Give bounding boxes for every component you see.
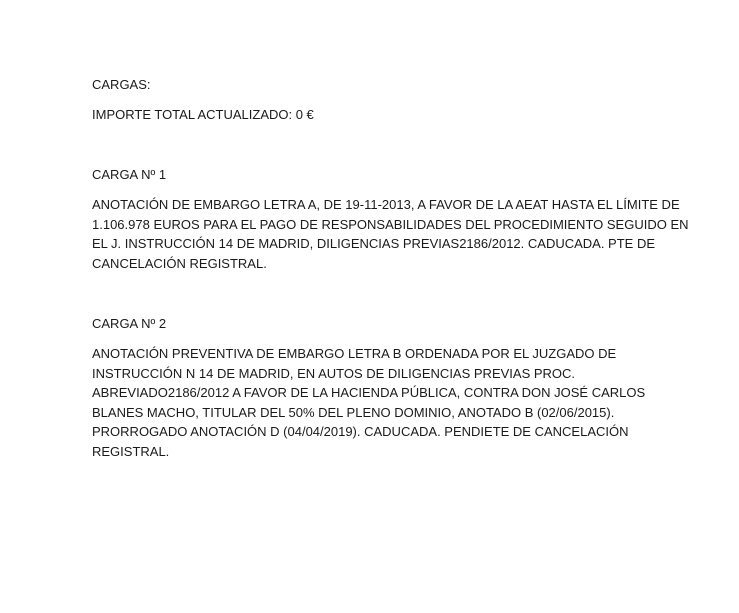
carga-2-line-4: BLANES MACHO, TITULAR DEL 50% DEL PLENO DOMINIO, ANOTADO B (02/06/2015).: [92, 404, 615, 420]
carga-2-line-5: PRORROGADO ANOTACIÓN D (04/04/2019). CADUCADA. PENDIETE DE CANCELACIÓN: [92, 424, 629, 439]
carga-1-description: [92, 195, 689, 273]
carga-2-line-3: ABREVIADO2186/2012 A FAVOR DE LA HACIENDA PÚBLICA, CONTRA DON JOSÉ CARLOS: [92, 385, 646, 400]
carga-1-title: CARGA Nº 1: [92, 167, 167, 182]
carga-1-line-2: 1.106.978 EUROS PARA EL PAGO DE RESPONSABILIDADES DEL PROCEDIMIENTO SEGUIDO EN: [92, 216, 689, 232]
cargas-heading: CARGAS:: [92, 77, 151, 92]
carga-2-description: [92, 344, 672, 461]
carga-2-title: CARGA Nº 2: [92, 316, 167, 331]
importe-total: IMPORTE TOTAL ACTUALIZADO: 0 €: [92, 107, 314, 122]
carga-2-line-1: ANOTACIÓN PREVENTIVA DE EMBARGO LETRA B ORDENADA POR EL JUZGADO DE: [92, 346, 617, 361]
carga-2-line-6: REGISTRAL.: [92, 443, 170, 459]
carga-1-line-4: CANCELACIÓN REGISTRAL.: [92, 255, 267, 271]
carga-1-line-1: ANOTACIÓN DE EMBARGO LETRA A, DE 19-11-2013, A FAVOR DE LA AEAT HASTA EL LÍMITE DE: [92, 197, 680, 212]
carga-1-line-3: EL J. INSTRUCCIÓN 14 DE MADRID, DILIGENCIAS PREVIAS2186/2012. CADUCADA. PTE DE: [92, 236, 656, 251]
carga-2-line-2: INSTRUCCIÓN N 14 DE MADRID, EN AUTOS DE DILIGENCIAS PREVIAS PROC.: [92, 365, 576, 381]
